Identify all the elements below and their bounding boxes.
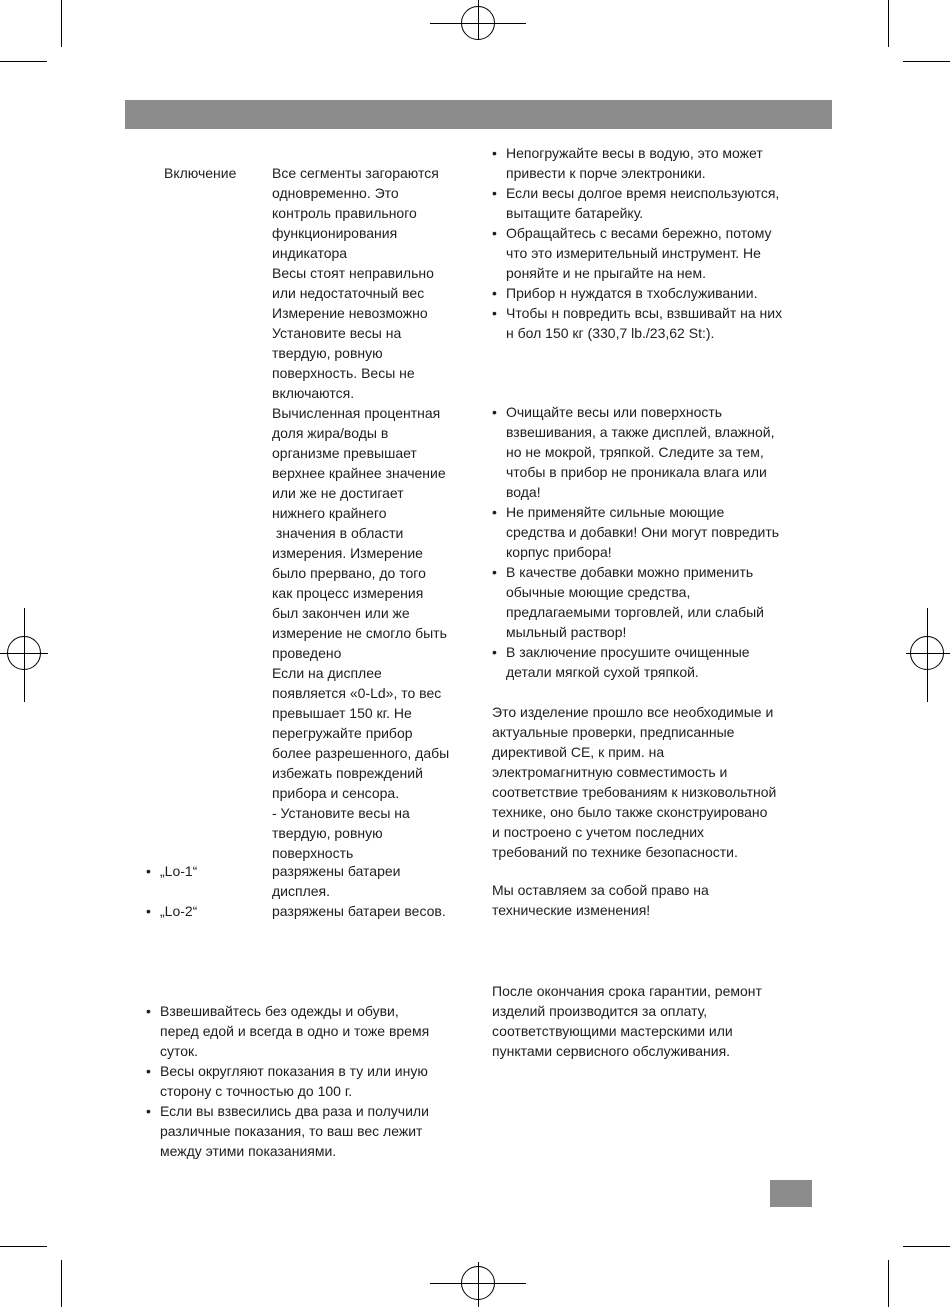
description-line: Весы стоят неправильно xyxy=(272,265,434,281)
description-line: Все сегменты загораются xyxy=(272,165,439,181)
list-item: • Очищайте весы или поверхность взвешивания, а также дисплей, влажной, но не мокрой, тряпкой. Следите за тем, чтобы в прибор не проникала влага или вода! xyxy=(492,402,779,502)
cleaning-list xyxy=(492,402,779,682)
description-line: твердую, ровную xyxy=(272,825,383,841)
lo1-label: „Lo-1“ xyxy=(160,863,198,879)
description-line: перегружайте прибор xyxy=(272,725,413,741)
description-line: поверхность xyxy=(272,845,354,861)
description-line: функционирования xyxy=(272,225,398,241)
rights-text: Мы оставляем за собой право на технические изменения! xyxy=(492,882,709,918)
description-line: появляется «0-Ld», то вес xyxy=(272,685,442,701)
lo2-label: „Lo-2“ xyxy=(160,903,198,919)
lo1-text xyxy=(272,861,401,901)
lo2-line: разряжены батареи весов. xyxy=(272,903,446,919)
crop-mark-bottom-right-v xyxy=(888,1260,889,1307)
conformity-text: Это изделение прошло все необходимые и актуальные проверки, предписанные директивой СЕ, к прим. на электромагнитную совместимость и соответствие требованиям к низковольтной технике, оно было также сконструировано и построено с учетом последних требований по технике безопасности. xyxy=(492,704,777,860)
description-line: Измерение невозможно xyxy=(272,305,428,321)
power-on-label: Включение xyxy=(164,165,237,181)
description-line: было прервано, до того xyxy=(272,565,426,581)
list-item: • Обращайтесь с весами бережно, потому что это измерительный инструмент. Не роняйте и не прыгайте на нем. xyxy=(492,223,782,283)
list-item: • Не применяйте сильные моющие средства и добавки! Они могут повредить корпус прибора! xyxy=(492,502,779,562)
crop-mark-top-right-h xyxy=(903,61,950,62)
list-item: • В качестве добавки можно применить обычные моющие средства, предлагаемыми торговлей, или слабый мыльный раствор! xyxy=(492,562,779,642)
description-line: включаются. xyxy=(272,385,355,401)
crop-mark-top-right-v xyxy=(888,0,889,47)
description-line: значения в области xyxy=(272,525,404,541)
warranty-text: После окончания срока гарантии, ремонт изделий производится за оплату, соответствующими мастерскими или пунктами сервисного обслуживания. xyxy=(492,983,762,1059)
crop-mark-bottom-left-v xyxy=(61,1260,62,1307)
list-item: • В заключение просушите очищенные детали мягкой сухой тряпкой. xyxy=(492,642,779,682)
lo2-bullet: • xyxy=(146,903,151,919)
description-line: избежать повреждений xyxy=(272,765,423,781)
description-line: как процесс измерения xyxy=(272,585,424,601)
description-line: твердую, ровную xyxy=(272,345,383,361)
description-line: прибора и сенсора. xyxy=(272,785,400,801)
description-line: более разрешенного, дабы xyxy=(272,745,450,761)
description-line: одновременно. Это xyxy=(272,185,399,201)
description-line: организме превышает xyxy=(272,445,417,461)
crop-mark-bottom-right-h xyxy=(903,1246,950,1247)
list-item: • Непогружайте весы в водую, это может привести к порче электроники. xyxy=(492,143,782,183)
description-line: доля жира/воды в xyxy=(272,425,389,441)
list-item: • Если весы долгое время неиспользуются, вытащите батарейку. xyxy=(492,183,782,223)
lo1-line: разряжены батареи xyxy=(272,863,401,879)
list-item: • Если вы взвесились два раза и получили различные показания, то ваш вес лежит между этими показаниями. xyxy=(146,1101,429,1161)
description-line: индикатора xyxy=(272,245,348,261)
description-line: Вычисленная процентная xyxy=(272,405,441,421)
list-item: • Весы округляют показания в ту или иную сторону с точностью до 100 г. xyxy=(146,1061,429,1101)
list-item: • Прибор н нуждатся в тхобслуживании. xyxy=(492,283,782,303)
description-line: контроль правильного xyxy=(272,205,417,221)
crop-mark-top-left-h xyxy=(0,61,47,62)
description-line: поверхность. Весы не xyxy=(272,365,415,381)
crop-mark-top-left-v xyxy=(61,0,62,47)
description-line: нижнего крайнего xyxy=(272,505,387,521)
list-item: • Взвешивайтесь без одежды и обуви, перед едой и всегда в одно и тоже время суток. xyxy=(146,1001,429,1061)
description-line: проведено xyxy=(272,645,342,661)
description-line: превышает 150 кг. Не xyxy=(272,705,412,721)
list-item: • Чтобы н повредить всы, взвшивайт на них н бол 150 кг (330,7 lb./23,62 St:). xyxy=(492,303,782,343)
description-line: Установите весы на xyxy=(272,325,402,341)
error-description xyxy=(272,163,449,863)
description-line: измерение не смогло быть xyxy=(272,625,447,641)
description-line: был закончен или же xyxy=(272,605,410,621)
crop-mark-bottom-left-h xyxy=(0,1246,47,1247)
lo1-bullet: • xyxy=(146,863,151,879)
page-number-box xyxy=(770,1180,812,1207)
lo1-line: дисплея. xyxy=(272,883,330,899)
description-line: измерения. Измерение xyxy=(272,545,423,561)
description-line: верхнее крайнее значение xyxy=(272,465,446,481)
header-bar xyxy=(125,100,832,129)
description-line: или недостаточный вес xyxy=(272,285,425,301)
tips-list xyxy=(146,1001,429,1161)
care-list xyxy=(492,143,782,343)
description-line: - Установите весы на xyxy=(272,805,410,821)
description-line: или же не достигает xyxy=(272,485,404,501)
lo2-text xyxy=(272,901,446,921)
description-line: Если на дисплее xyxy=(272,665,382,681)
